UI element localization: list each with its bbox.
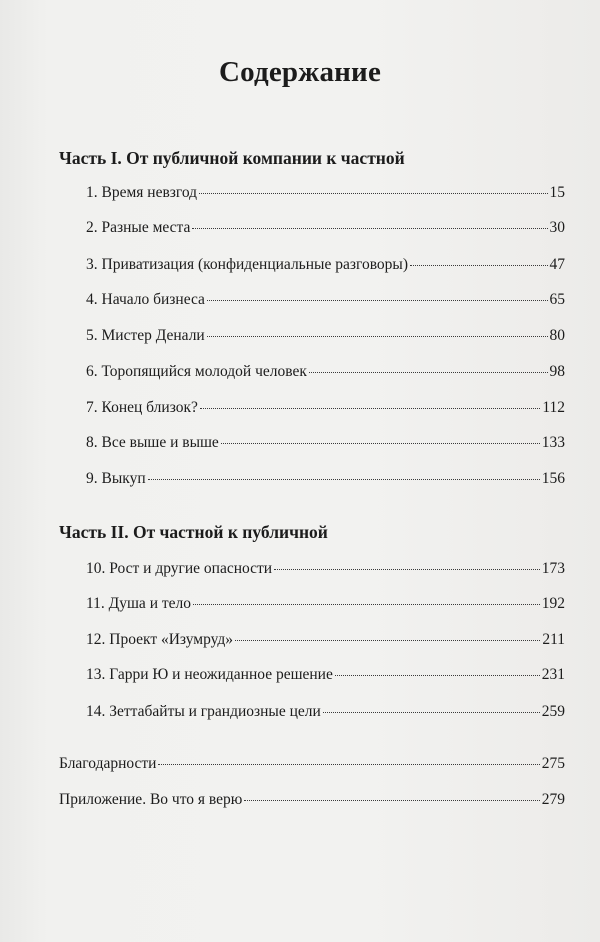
toc-entry-label: 8. Все выше и выше (86, 434, 219, 451)
toc-entry-page: 279 (541, 791, 565, 808)
toc-entry-label: 2. Разные места (86, 219, 191, 236)
toc-entry-label: 7. Конец близок? (86, 399, 198, 416)
part-heading: Часть II. От частной к публичной (59, 522, 328, 542)
dot-leader (309, 372, 548, 373)
toc-entry (86, 363, 565, 383)
toc-entry-page: 65 (549, 291, 565, 308)
toc-entry-label: 12. Проект «Изумруд» (86, 631, 234, 648)
toc-entry-page: 259 (541, 703, 565, 720)
dot-leader (323, 712, 540, 713)
toc-entry-page: 80 (549, 327, 565, 344)
toc-entry (86, 399, 565, 419)
part-heading: Часть I. От публичной компании к частной (59, 148, 405, 168)
toc-entry (86, 666, 565, 686)
toc-entry (59, 791, 565, 811)
toc-entry-page: 98 (549, 363, 565, 380)
toc-entry-label: 3. Приватизация (конфиденциальные разговоры) (86, 256, 408, 273)
dot-leader (192, 228, 547, 229)
dot-leader (235, 640, 540, 641)
toc-entry-page: 156 (541, 470, 565, 487)
toc-entry (86, 595, 565, 615)
dot-leader (158, 764, 539, 765)
toc-entry-page: 231 (541, 666, 565, 683)
toc-entry-page: 47 (549, 256, 565, 273)
toc-entry (86, 703, 565, 723)
dot-leader (148, 479, 540, 480)
toc-entry-label: 14. Зеттабайты и грандиозные цели (86, 703, 321, 720)
dot-leader (199, 193, 547, 194)
dot-leader (207, 336, 548, 337)
dot-leader (244, 800, 539, 801)
toc-entry-page: 275 (541, 755, 565, 772)
toc-entry-label: Приложение. Во что я верю (59, 791, 243, 808)
toc-entry (86, 631, 565, 651)
toc-entry-label: Благодарности (59, 755, 157, 772)
toc-entry-page: 112 (542, 399, 565, 416)
toc-entry-page: 211 (542, 631, 565, 648)
dot-leader (221, 443, 540, 444)
toc-entry-page: 15 (549, 184, 565, 201)
toc-entry-label: 13. Гарри Ю и неожиданное решение (86, 666, 333, 683)
dot-leader (410, 265, 548, 266)
toc-entry (86, 291, 565, 311)
toc-entry-page: 192 (541, 595, 565, 612)
toc-entry-label: 6. Торопящийся молодой человек (86, 363, 307, 380)
toc-entry-label: 10. Рост и другие опасности (86, 560, 273, 577)
toc-entry-label: 9. Выкуп (86, 470, 146, 487)
toc-entry-label: 11. Душа и тело (86, 595, 191, 612)
dot-leader (207, 300, 548, 301)
toc-entry-page: 30 (549, 219, 565, 236)
toc-entry (86, 434, 565, 454)
toc-entry (86, 560, 565, 580)
toc-entry-page: 133 (541, 434, 565, 451)
toc-entry (86, 256, 565, 276)
toc-entry-page: 173 (541, 560, 565, 577)
toc-entry (86, 184, 565, 204)
dot-leader (274, 569, 540, 570)
page-title: Содержание (218, 56, 382, 88)
toc-entry (59, 755, 565, 775)
dot-leader (200, 408, 540, 409)
toc-entry-label: 4. Начало бизнеса (86, 291, 205, 308)
toc-entry (86, 327, 565, 347)
toc-entry (86, 470, 565, 490)
toc-entry (86, 219, 565, 239)
toc-entry-label: 5. Мистер Денали (86, 327, 205, 344)
dot-leader (335, 675, 540, 676)
dot-leader (193, 604, 540, 605)
toc-entry-label: 1. Время невзгод (86, 184, 198, 201)
